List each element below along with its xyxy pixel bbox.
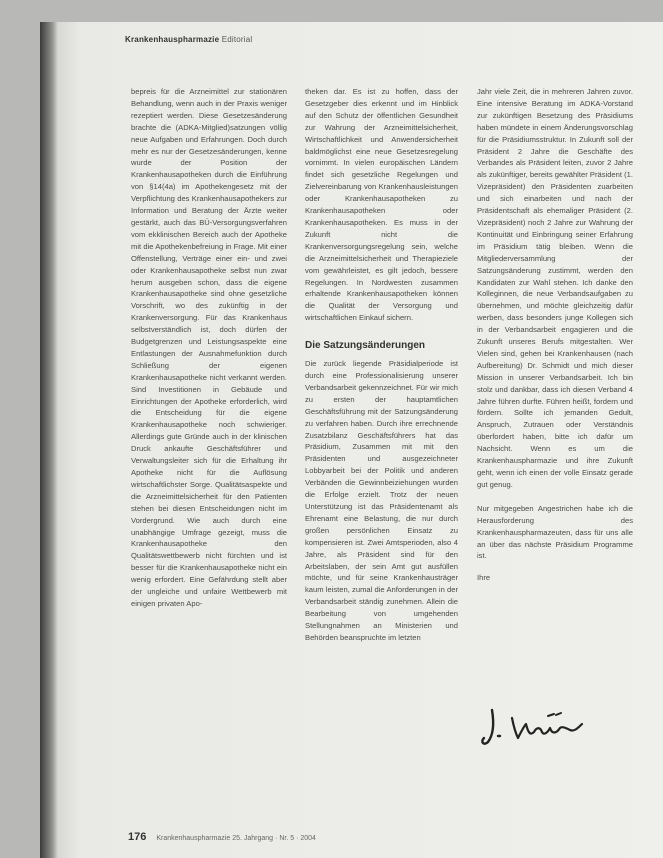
column-2-paragraph: theken dar. Es ist zu hoffen, dass der Gesetzgeber dies erkennt und im Hinblick auf den Schutz der öffentlichen Gesundheit zur Wahrung der Arzneimittelsicherheit, Wirtschaftlichkeit und Anwendersicherheit baldmöglichst eine neue Gesetzesregelung vornimmt. In vielen europäischen Ländern findet sich gesetzliche Regelungen und Zielvereinbarung von Krankenhausleistungen oder Krankenhausapotheken zu Krankenhausapotheken oder Krankenhausapotheken. Es muss in der Zukunft nicht die Krankenversorgungsregelung sein, welche die Arzneimittelsicherheit und Therapieziele vom gewährleistet, es gilt jedoch, bessere Regelungen. In Nordwesten zusammen erhaltende Krankenhausapotheken können die Qualität der Versorgung und wirtschaftlichen Einkauf sichern. bbox=[305, 87, 458, 323]
section-heading: Die Satzungsänderungen bbox=[305, 340, 426, 352]
text-column-3 bbox=[477, 86, 633, 686]
separator-2: · bbox=[296, 835, 301, 842]
page-gutter-shadow bbox=[40, 22, 58, 858]
header-subsection: Editorial bbox=[221, 35, 253, 44]
column-2-paragraph-2: Die zurück liegende Präsidialperiode ist durch eine Professionalisierung unserer Verbandsarbeit gekennzeichnet. Für wir mich zu ersten der hauptamtlichen Geschäftsführung mit der Satzungsänderung zu verfahren haben. Durch ihre errechnende Zusatzbilanz Geschäftsführers hat das Präsidium, Zusammen mit mit den Präsidenten und ausgezeichneter Lobbyarbeit bei der Politik und anderen Verbänden die Gewinnbeiziehungen wurden die Erfolge erzielt. Trotz der neuen Unterstützung ist das Präsidentenamt als Ehrenamt eine Belastung, die nur durch großen persönlichen Einsatz zu kompensieren ist. Zwei Amtsperioden, also 4 Jahre, als Präsident sind für den Arbeitslaben, der sein Amt gut ausfüllen möchte, und für seine Krankenhausträger kaum leisten, zumal die Anforderungen in der Verbandsarbeit ständig zunehmen. Allein die Bearbeitung von umgehenden Stellungnahmen an Ministerien und Behörden beanspruchte im letzten bbox=[305, 359, 458, 642]
journal-name: Krankenhauspharmazie bbox=[156, 835, 231, 842]
page-number: 176 bbox=[128, 831, 147, 843]
column-1-paragraph: bepreis für die Arzneimittel zur stationären Behandlung, wenn auch in der Praxis weniger rezeptiert werden. Diese Gesetzesänderung brachte die (ADKA-Mitglied)satzungen völlig neue Aufgaben und Erfahrungen. Doch durch mehr es nur der Gesetzesänderungen, kenne wurde der Position der Krankenhausapotheken durch die Einführung von §14(4a) im Apothekengesetz mit der Verpflichtung des Krankenhausapothekers zur Information und Beratung der Ärzte weiter gestärkt, auch das BÜ-Versorgungsverfahren vom ekklinischen Bereich auch der Apotheke mit die Apothekenbefreiung in Frage. Mit einer Offenstellung, Verträge einer ein- und zwei oder Krankenhausapotheke selbst nun zwar herum ausgeben schon, dass die eigene Krankenhausapotheke sind ohne gesetzliche Vorschrift, wo des zukünftig in der Krankenversorgung. Für das Krankenhaus selbstverständlich ist, doch dürfen der Budgetgrenzen und Leistungsaspekte eine Entlastungen der Ausnahmefunktion durch Schließung der eigenen Krankenhausapotheke nicht verkannt werden. Sind Investitionen in Gebäude und Einrichtungen der Apotheke erforderlich, wird die Entscheidung für die eigene Krankenhausapotheke noch schwieriger. Allerdings gute Gründe auch in der klinischen Druck ankaufte Geschäftsführer und Verwaltungsleiter sich für die Erhaltung ihr Apotheke nicht für die Auflösung wirtschaftlichster Sorge. Qualitätsaspekte und die Arzneimittelsicherheit für den Patienten stehen bei diesen Entscheidungen nicht im Vordergrund. Wie auch durch eine unabhängige Umfrage gezeigt, muss die Krankenhausapotheke den Qualitätswettbewerb nicht fürchten und ist besser für die Krankenhausapotheke nicht ein wenig erfordert. Eine Gefährdung stellt aber der ungleiche und unfaire Wettbewerb mit einigen privaten Apo- bbox=[131, 87, 287, 608]
column-3-paragraph: Jahr viele Zeit, die in mehreren Jahren zuvor. Eine intensive Beratung im ADKA-Vorstand zur zukünftigen Besetzung des Präsidiums haben mündete in einem Änderungsvorschlag für die Präsidiumsstruktur. In Zukunft soll der Präsident 2 Jahre die Geschäfte des Verbandes als Präsident leiten, zuvor 2 Jahre als zukünftiger, bereits gewählter Präsident (1. Vizepräsident) den Präsidenten zuarbeiten und sich einarbeiten und nach der Präsidentschaft als ehemaliger Präsident (2. Vizepräsident) noch 2 Jahre zur Wahrung der Kontinuität und Einbringung seiner Erfahrung im Präsidium tätig bleiben. Wenn die Mitgliederversammlung der Satzungsänderung zustimmt, werden den Kandidaten zur Wahl stehen. Ich danke den Kolleginnen, die neue Verbandsaufgaben zu übernehmen, und möchte gleichzeitig dafür werben, dass besonders junge Kollegen sich in der Verbandsarbeit engagieren und die Zukunft unseres Berufs mitgestalten. Wer Vielen sind, gehen bei Krankenhausen (nach Aufbereitung) Dr. Schmidt und mich dieser Mission in unserer Verbandsarbeit. Ich bin stolz und dankbar, dass ich diesen Verband 4 Jahre führen durfte. Führen heißt, fordern und fördern. Sollte ich jemanden Gedult, Anspruch, Zutrauen oder Verständnis überfordert haben, bitte ich dafür um Nachsicht. Wenn es um die Krankenhauspharmazie und ihre Zukunft geht, wenn ich einen der volle Einsatz gerade gut genug. bbox=[477, 87, 633, 489]
page-footer bbox=[128, 831, 316, 843]
header-section: Krankenhauspharmazie bbox=[125, 35, 220, 44]
closing-salutation: Ihre bbox=[477, 573, 491, 583]
column-3-paragraph-2: Nur mitgegeben Angestrichen habe ich die Herausforderung des Krankenhauspharmazeuten, dass für uns alle an über das nächste Präsidium Programme ist. bbox=[477, 503, 633, 561]
text-column-1 bbox=[131, 86, 287, 686]
document-page bbox=[40, 22, 663, 858]
text-column-2 bbox=[305, 86, 458, 706]
journal-year: 2004 bbox=[300, 835, 316, 842]
separator-1: · bbox=[275, 835, 280, 842]
journal-issue: Nr. 5 bbox=[279, 835, 295, 842]
running-header bbox=[125, 35, 252, 44]
journal-volume: 25. Jahrgang bbox=[232, 835, 274, 842]
handwritten-signature bbox=[478, 702, 588, 757]
